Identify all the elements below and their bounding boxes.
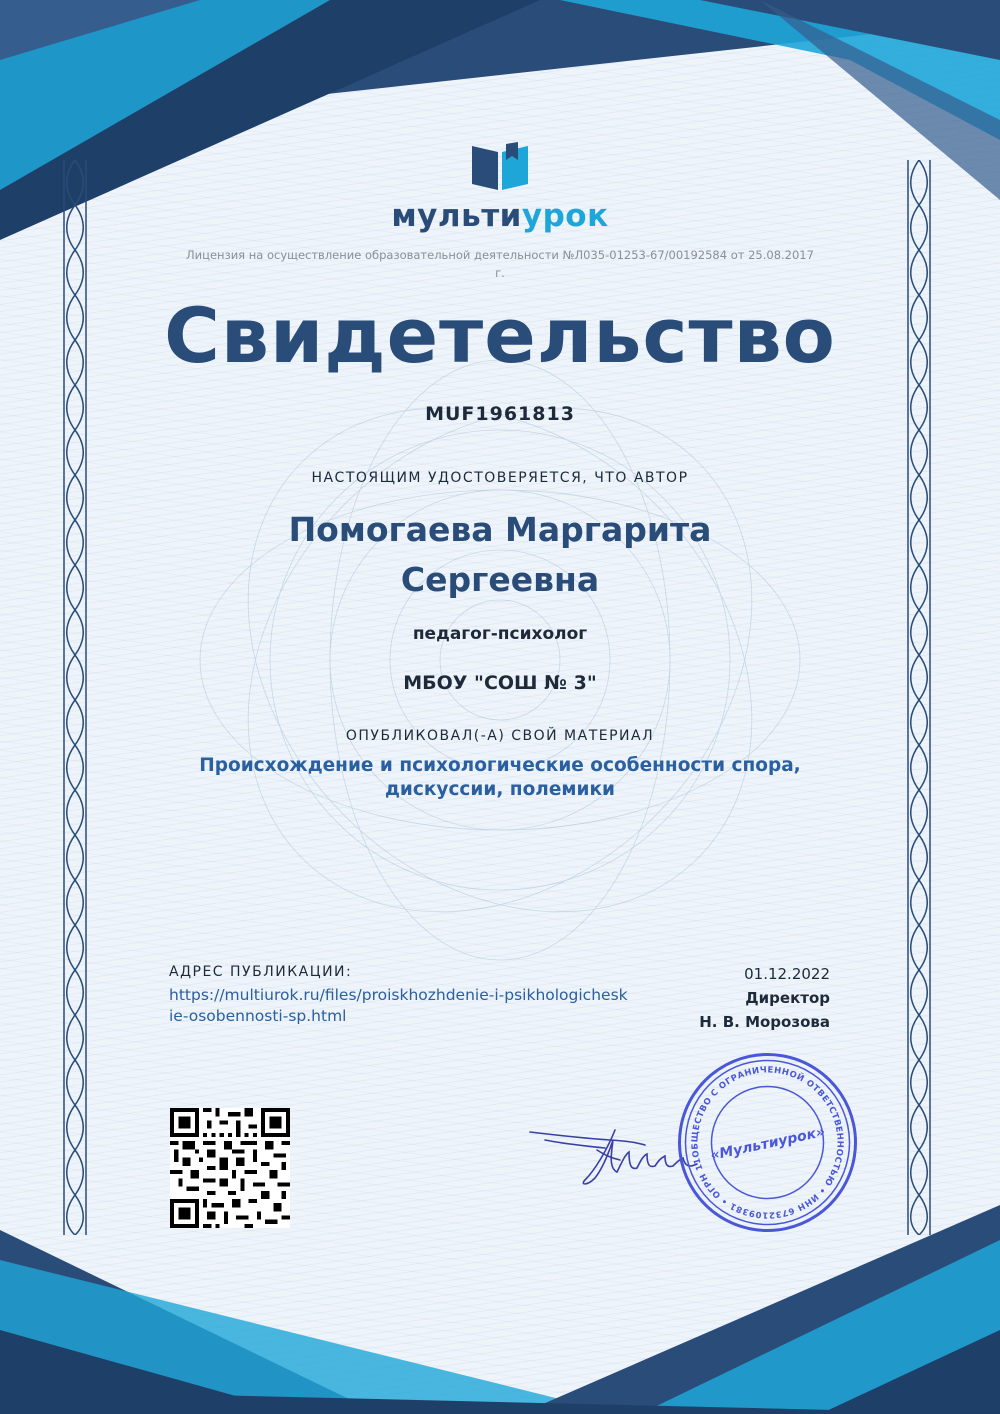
qr-code[interactable] (170, 1108, 290, 1228)
material-title: Происхождение и психологические особенности спора, дискуссии, полемики (199, 755, 801, 800)
author-name: Помогаева Маргарита Сергеевна (288, 510, 712, 599)
license-text: Лицензия на осуществление образовательной деятельности №Л035-01253-67/00192584 от 25.08.2017 г. (186, 248, 814, 280)
publication-address-label: АДРЕС ПУБЛИКАЦИИ: (169, 964, 353, 980)
stamp-ring-text: ОБЩЕСТВО С ОГРАНИЧЕННОЙ ОТВЕТСТВЕННОСТЬЮ • ИНН 6732109381 • ОГРН 1156733012732 (690, 1065, 845, 1220)
brand-name-part1: мульти (391, 198, 522, 234)
brand-logo (0, 140, 1000, 234)
brand-name-part2: урок (521, 198, 609, 234)
signer-name: Н. В. Морозова (699, 1013, 830, 1031)
company-stamp (675, 1050, 860, 1235)
author-position: педагог-психолог (412, 624, 588, 644)
certify-text: НАСТОЯЩИМ УДОСТОВЕРЯЕТСЯ, ЧТО АВТОР (311, 470, 689, 486)
book-icon (470, 140, 530, 192)
publication-link[interactable]: https://multiurok.ru/files/proiskhozhdenie-i-psikhologicheskie-osobennosti-sp.html (169, 986, 628, 1025)
author-organization: МБОУ "СОШ № 3" (403, 672, 597, 694)
certificate-number: MUF1961813 (425, 403, 575, 425)
signature-block (699, 962, 830, 1034)
issue-date: 01.12.2022 (744, 965, 830, 983)
brand-name (0, 198, 1000, 234)
published-text: ОПУБЛИКОВАЛ(-А) СВОЙ МАТЕРИАЛ (345, 728, 655, 744)
stamp-center-text: «Мультиурок» (709, 1124, 827, 1164)
signer-role: Директор (745, 989, 830, 1007)
certificate-title: Свидетельство (164, 291, 836, 380)
